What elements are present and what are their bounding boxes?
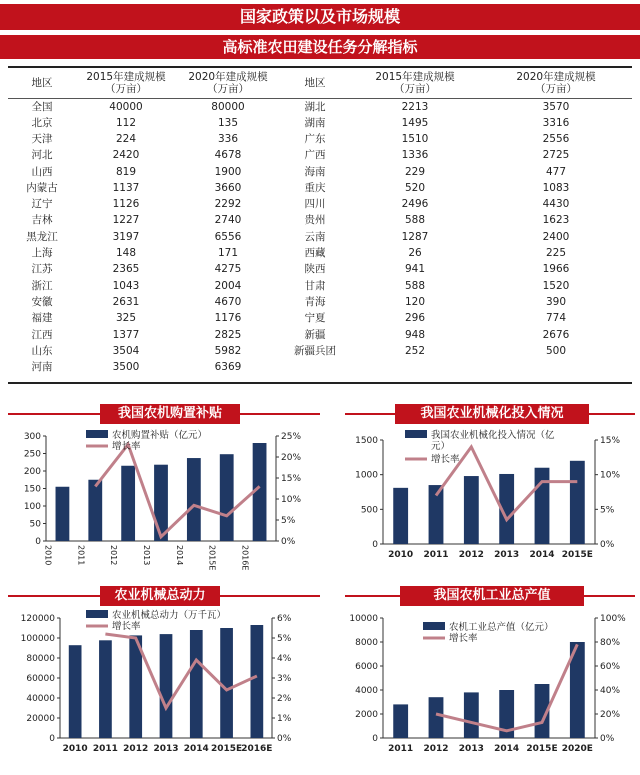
bar (220, 628, 233, 738)
y2-tick-label: 2% (277, 694, 292, 704)
table-cell: 774 (545, 312, 567, 325)
table-cell: 山东 (31, 344, 53, 357)
x-tick-label: 2013 (142, 545, 151, 566)
table-cell: 3660 (214, 181, 242, 194)
y-tick-label: 1500 (355, 436, 378, 446)
table-row (8, 343, 632, 359)
table-cell: 湖北 (304, 100, 326, 113)
table-cell: 3316 (542, 116, 570, 129)
header-2015-2 (350, 68, 480, 98)
y-tick-label: 4000 (355, 686, 378, 696)
table-cell: 广西 (304, 149, 326, 162)
y-tick-label: 200 (23, 467, 41, 477)
y2-tick-label: 0% (600, 540, 615, 550)
table-cell: 135 (217, 116, 239, 129)
table-cell: 西藏 (304, 247, 326, 260)
table-cell: 辽宁 (31, 198, 53, 211)
y2-tick-label: 15% (600, 436, 621, 446)
table-row (8, 261, 632, 277)
y-tick-label: 40000 (26, 694, 55, 704)
table-cell: 1287 (401, 230, 429, 243)
bar (464, 692, 479, 738)
table-cell: 1966 (542, 263, 570, 276)
table-cell: 广东 (304, 132, 326, 145)
table-cell: 1176 (214, 312, 242, 325)
table-cell: 252 (404, 344, 426, 357)
bar (99, 640, 112, 738)
x-tick-label: 2010 (62, 744, 88, 754)
table-cell: 贵州 (304, 214, 326, 227)
bar (429, 697, 444, 738)
table-cell: 2631 (112, 295, 140, 308)
legend-bar-swatch (86, 610, 108, 618)
y2-tick-label: 5% (277, 634, 292, 644)
table-cell: 296 (404, 312, 426, 325)
table-cell: 6369 (214, 361, 242, 374)
y-tick-label: 100 (23, 502, 41, 512)
table-cell: 120 (404, 295, 426, 308)
chart-subsidy-svg (8, 426, 320, 576)
table-cell: 336 (217, 132, 239, 145)
header-line: （万亩） (535, 82, 577, 95)
table-cell: 上海 (31, 247, 53, 260)
table-cell: 148 (115, 247, 137, 260)
y2-tick-label: 20% (600, 710, 621, 720)
table-title: 高标准农田建设任务分解指标 (222, 38, 418, 56)
table-cell: 1377 (112, 328, 140, 341)
chart-mechanization-investment (345, 404, 635, 572)
bar (570, 461, 585, 544)
y2-tick-label: 100% (600, 614, 626, 624)
table-cell: 青海 (304, 295, 326, 308)
x-tick-label: 2011 (92, 744, 118, 754)
table-cell: 229 (404, 165, 426, 178)
header-line: 2020年建成规模 (188, 70, 268, 83)
bar (187, 458, 201, 541)
table-cell: 内蒙古 (26, 181, 58, 194)
table-cell: 全国 (31, 100, 53, 113)
x-tick-label: 2020E (561, 744, 593, 754)
table-cell: 黑龙江 (26, 230, 58, 243)
table-cell: 225 (545, 247, 567, 260)
x-tick-label: 2013 (458, 744, 484, 754)
table-cell: 新疆 (304, 328, 326, 341)
y2-tick-label: 0% (277, 734, 292, 744)
y2-tick-label: 0% (281, 537, 296, 547)
x-tick-label: 2016E (241, 744, 273, 754)
legend-bar-label: 我国农业机械化投入情况（亿 (431, 430, 555, 441)
y2-tick-label: 1% (277, 714, 292, 724)
y2-tick-label: 25% (281, 432, 302, 442)
header-line: 2015年建成规模 (375, 70, 455, 83)
table-cell: 2400 (542, 230, 570, 243)
chart-total-power-svg (8, 608, 320, 771)
table-cell (350, 359, 480, 375)
table-cell: 948 (404, 328, 426, 341)
header-2020 (176, 68, 280, 98)
table-cell: 1510 (401, 132, 429, 145)
table-cell (280, 359, 350, 375)
table-cell: 819 (115, 165, 137, 178)
table-cell: 1623 (542, 214, 570, 227)
header-line: （万亩） (105, 82, 147, 95)
header-region: 地区 (8, 68, 76, 98)
table-cell: 2496 (401, 198, 429, 211)
chart-mechanization-title: 我国农业机械化投入情况 (395, 404, 589, 424)
table-row (8, 196, 632, 212)
x-tick-label: 2015E (561, 550, 593, 560)
y-tick-label: 150 (23, 484, 41, 495)
legend-line-label: 增长率 (112, 441, 141, 452)
y-tick-label: 250 (23, 449, 41, 460)
table-row (8, 212, 632, 228)
table-cell: 325 (115, 312, 137, 325)
table-cell: 2292 (214, 198, 242, 211)
y-tick-label: 500 (360, 505, 378, 516)
table-cell: 390 (545, 295, 567, 308)
table-cell: 山西 (31, 165, 53, 178)
table-row (8, 310, 632, 326)
x-tick-label: 2011 (76, 545, 86, 566)
legend-bar-swatch (405, 430, 427, 438)
table-cell: 江西 (31, 328, 53, 341)
table-header-row (8, 68, 632, 98)
table-cell: 2725 (542, 149, 570, 162)
bar (190, 630, 203, 738)
table-row (8, 229, 632, 245)
x-tick-label: 2012 (123, 744, 149, 754)
x-tick-label: 2014 (183, 744, 209, 754)
table-cell: 6556 (214, 230, 242, 243)
table-cell: 2740 (214, 214, 242, 227)
table-cell: 520 (404, 181, 426, 194)
table-cell: 2365 (112, 263, 140, 276)
header-line: 2020年建成规模 (516, 70, 596, 83)
table-cell: 3504 (112, 344, 140, 357)
table-cell: 天津 (31, 132, 53, 145)
table-row (8, 359, 632, 375)
legend-bar-label-wrap: 元） (431, 441, 451, 452)
y2-tick-label: 40% (600, 686, 621, 696)
table-cell: 112 (115, 116, 137, 129)
table-cell: 吉林 (31, 214, 53, 227)
table-title-banner (0, 35, 640, 59)
chart-output-value-svg (345, 608, 635, 771)
x-tick-label: 2011 (388, 744, 414, 754)
table-cell: 重庆 (304, 181, 326, 194)
y2-tick-label: 15% (281, 474, 302, 484)
table-cell: 2825 (214, 328, 242, 341)
x-tick-label: 2014 (529, 550, 555, 560)
table-cell: 171 (217, 247, 239, 260)
y-tick-label: 60000 (26, 674, 55, 684)
chart-total-power (8, 586, 320, 771)
table-cell: 新疆兵团 (294, 344, 336, 357)
table-cell: 1336 (401, 149, 429, 162)
x-tick-label: 2015E (210, 744, 243, 754)
header-line: 2015年建成规模 (86, 70, 166, 83)
table-cell (480, 359, 632, 375)
table-cell: 4670 (214, 295, 242, 308)
table-cell: 河南 (31, 361, 53, 374)
legend-bar-label: 农机工业总产值（亿元） (449, 622, 554, 633)
table-cell: 1137 (112, 181, 140, 194)
legend-bar-swatch (86, 430, 108, 438)
table-cell: 1900 (214, 165, 242, 178)
table-cell: 甘肃 (304, 279, 326, 292)
table-cell: 4678 (214, 149, 242, 162)
y2-tick-label: 20% (281, 453, 302, 463)
chart-subsidy (8, 404, 320, 572)
table-cell: 5982 (214, 344, 242, 357)
growth-line (105, 634, 257, 708)
table-cell: 4275 (214, 263, 242, 276)
bar (160, 634, 173, 738)
y-tick-label: 80000 (26, 654, 55, 664)
table-cell: 2213 (401, 100, 429, 113)
header-2020-2 (480, 68, 632, 98)
table-cell: 2556 (542, 132, 570, 145)
table-row (8, 326, 632, 342)
bar (250, 625, 263, 738)
bar (88, 480, 102, 541)
y2-tick-label: 60% (600, 662, 621, 672)
table-row (8, 245, 632, 261)
legend-line-label: 增长率 (112, 621, 141, 632)
y2-tick-label: 10% (281, 495, 302, 505)
y2-tick-label: 0% (600, 734, 615, 744)
x-tick-label: 2014 (494, 744, 520, 754)
table-cell: 1083 (542, 181, 570, 194)
table-cell: 1043 (112, 279, 140, 292)
y-tick-label: 0 (372, 540, 378, 550)
header-2015 (76, 68, 176, 98)
x-tick-label: 2010 (43, 545, 53, 566)
bar (393, 488, 408, 544)
y-tick-label: 50 (29, 519, 41, 530)
table-cell: 浙江 (31, 279, 53, 292)
bar (56, 487, 70, 541)
legend-line-label: 增长率 (431, 454, 460, 465)
table-row (8, 115, 632, 131)
table-cell: 北京 (31, 116, 53, 129)
y-tick-label: 0 (372, 734, 378, 744)
x-tick-label: 2012 (458, 550, 484, 560)
chart-mechanization-svg (345, 426, 635, 576)
y-tick-label: 2000 (355, 710, 378, 720)
chart-output-value (345, 586, 635, 771)
x-tick-label: 2010 (388, 550, 414, 560)
y2-tick-label: 10% (600, 470, 621, 481)
chart-subsidy-title: 我国农机购置补贴 (100, 404, 240, 424)
header-region-2: 地区 (280, 68, 350, 98)
y2-tick-label: 4% (277, 654, 292, 664)
y2-tick-label: 5% (281, 516, 296, 526)
legend-bar-label: 农业机械总动力（万千瓦） (112, 610, 227, 621)
bar (464, 476, 479, 544)
y2-tick-label: 3% (277, 674, 292, 684)
table-cell: 湖南 (304, 116, 326, 129)
y2-tick-label: 5% (600, 505, 615, 516)
table-cell: 588 (404, 214, 426, 227)
growth-line (95, 444, 259, 536)
x-tick-label: 2015E (526, 744, 558, 754)
y-tick-label: 0 (49, 734, 55, 744)
table-cell: 3570 (542, 100, 570, 113)
table-cell: 1520 (542, 279, 570, 292)
x-tick-label: 2015E (207, 545, 217, 571)
chart-total-power-title: 农业机械总动力 (100, 586, 220, 606)
table-row (8, 147, 632, 163)
x-tick-label: 2013 (153, 744, 179, 754)
table-cell: 477 (545, 165, 567, 178)
x-tick-label: 2011 (423, 550, 449, 560)
y2-tick-label: 6% (277, 614, 292, 624)
table-row (8, 98, 632, 115)
table-cell: 福建 (31, 312, 53, 325)
table-cell: 海南 (304, 165, 326, 178)
y-tick-label: 120000 (20, 614, 55, 624)
table-cell: 陕西 (304, 263, 326, 276)
farmland-table (8, 66, 632, 384)
table-cell: 40000 (109, 100, 143, 113)
bar (121, 466, 135, 541)
table-row (8, 294, 632, 310)
table-cell: 3500 (112, 361, 140, 374)
table-cell: 2676 (542, 328, 570, 341)
table-cell: 2004 (214, 279, 242, 292)
y-tick-label: 300 (23, 432, 41, 442)
table-cell: 河北 (31, 149, 53, 162)
header-line: （万亩） (394, 82, 436, 95)
legend-bar-label: 农机购置补贴（亿元） (112, 430, 208, 441)
table-cell: 1495 (401, 116, 429, 129)
bar (535, 468, 550, 544)
table-cell: 云南 (304, 230, 326, 243)
table-row (8, 131, 632, 147)
y-tick-label: 6000 (355, 662, 378, 672)
y-tick-label: 8000 (355, 638, 378, 648)
table-cell: 588 (404, 279, 426, 292)
y-tick-label: 20000 (26, 714, 55, 724)
main-title-banner (0, 4, 640, 30)
table-row (8, 277, 632, 293)
bar (69, 645, 82, 738)
y-tick-label: 10000 (349, 614, 378, 624)
table-cell: 80000 (211, 100, 245, 113)
chart-output-value-title: 我国农机工业总产值 (400, 586, 584, 606)
table-row (8, 180, 632, 196)
table-cell: 224 (115, 132, 137, 145)
legend-bar-swatch (423, 622, 445, 630)
table-cell: 宁夏 (304, 312, 326, 325)
x-tick-label: 2013 (494, 550, 520, 560)
bar (393, 704, 408, 738)
table-cell: 2420 (112, 149, 140, 162)
x-tick-label: 2012 (423, 744, 449, 754)
x-tick-label: 2016E (240, 545, 250, 571)
y-tick-label: 1000 (355, 470, 378, 481)
table-cell: 1126 (112, 198, 140, 211)
table-cell: 四川 (304, 198, 326, 211)
bar (220, 454, 234, 541)
table-cell: 3197 (112, 230, 140, 243)
table-cell: 1227 (112, 214, 140, 227)
legend-line-label: 增长率 (449, 633, 478, 644)
bar (154, 465, 168, 541)
x-tick-label: 2012 (109, 545, 119, 566)
table-cell: 安徽 (31, 295, 53, 308)
table-cell: 江苏 (31, 263, 53, 276)
main-title: 国家政策以及市场规模 (239, 7, 400, 26)
x-tick-label: 2014 (174, 545, 184, 566)
y2-tick-label: 80% (600, 638, 621, 648)
header-line: （万亩） (207, 82, 249, 95)
y-tick-label: 100000 (20, 634, 55, 644)
table-cell: 500 (545, 344, 567, 357)
y-tick-label: 0 (35, 537, 41, 547)
table-row (8, 163, 632, 179)
table-cell: 4430 (542, 198, 570, 211)
table-cell: 941 (404, 263, 426, 276)
table-cell: 26 (408, 247, 422, 260)
